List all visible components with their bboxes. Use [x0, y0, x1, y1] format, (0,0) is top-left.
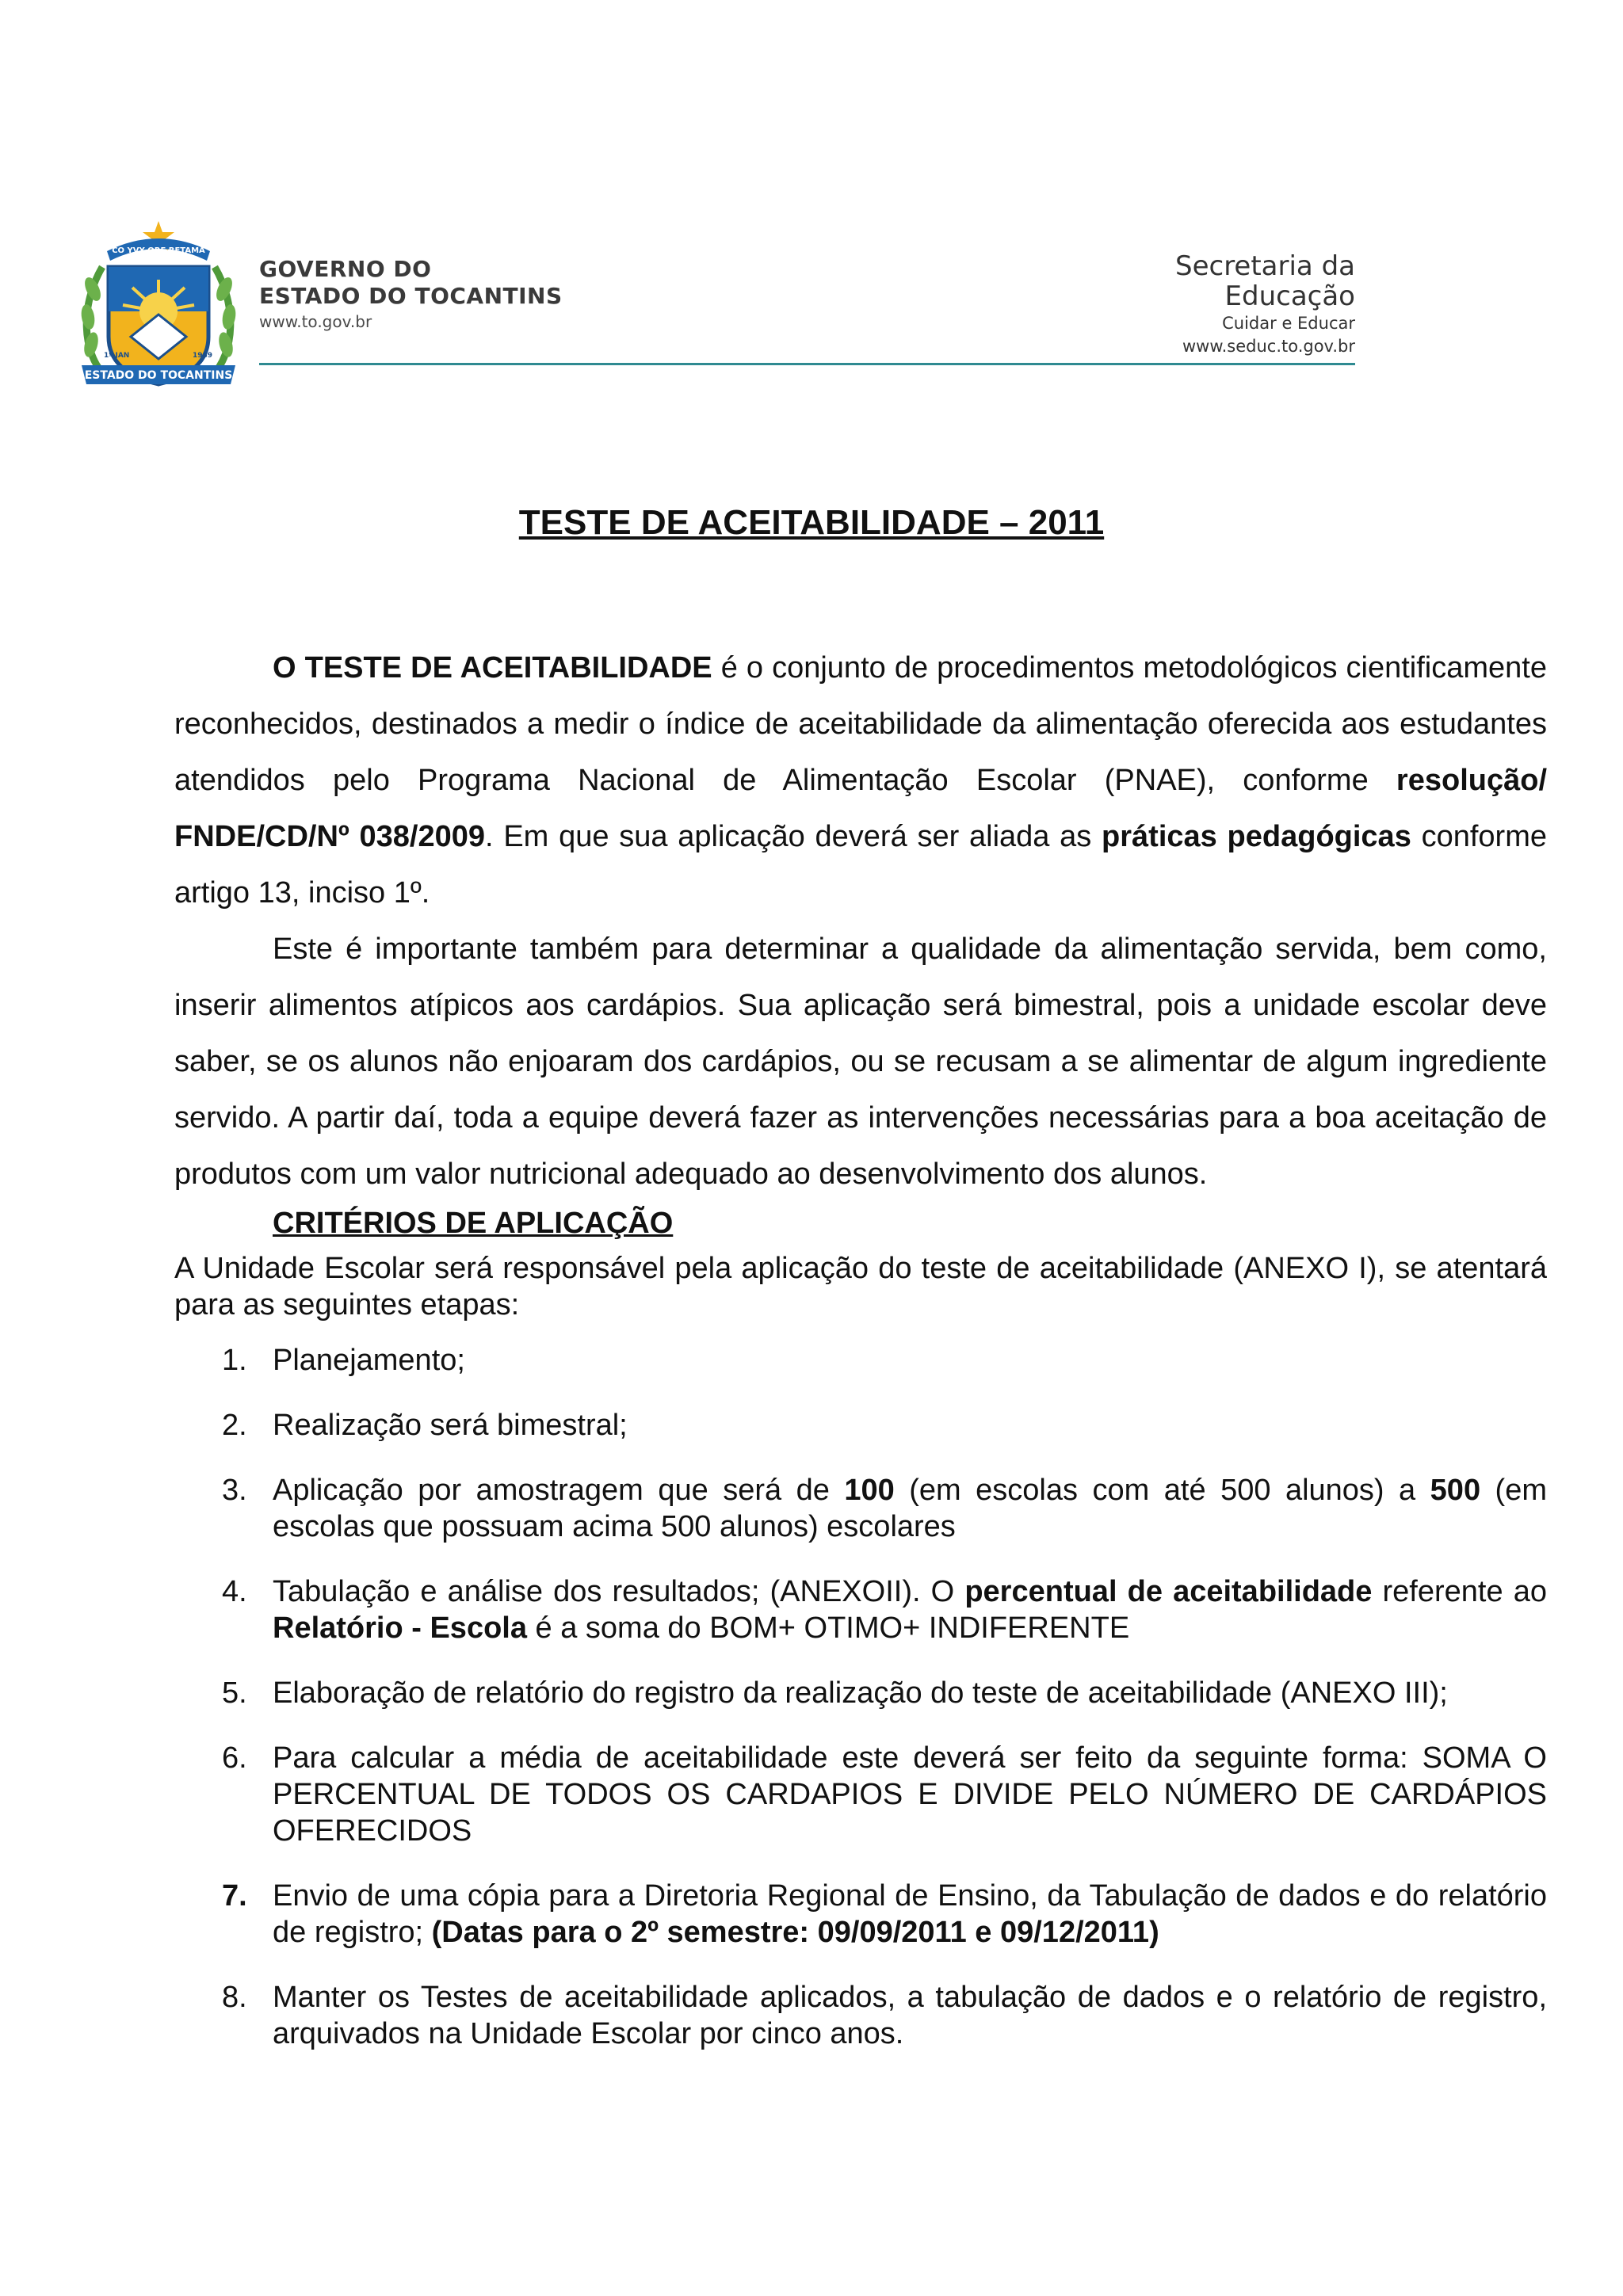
government-name-block: [259, 256, 563, 334]
pedagogical-practices: práticas pedagógicas: [1102, 820, 1411, 853]
list-item-number: 8.: [222, 1981, 247, 2014]
deadline-dates-bold: (Datas para o 2º semestre: 09/09/2011 e 09/12/2011): [431, 1916, 1159, 1949]
intro-text-b: . Em que sua aplicação deverá ser aliada as: [485, 820, 1102, 853]
header-divider: [259, 363, 1355, 365]
steps-list: [174, 1342, 1547, 2052]
sample-min-bold: 100: [844, 1474, 895, 1507]
list-item-text: é a soma do BOM+ OTIMO+ INDIFERENTE: [526, 1611, 1130, 1645]
seal-top-ribbon-text: CO YVY ORE RETAMA: [112, 246, 205, 255]
list-item-text: Realização será bimestral;: [273, 1409, 628, 1442]
list-item-number: 7.: [222, 1879, 247, 1913]
list-item-number: 2.: [222, 1409, 247, 1442]
seal-date-left: 1º JAN: [104, 352, 130, 360]
government-url: www.to.gov.br: [259, 312, 372, 331]
document-title: TESTE DE ACEITABILIDADE – 2011: [518, 503, 1105, 542]
intro-paragraph: [174, 640, 1547, 921]
list-item: [174, 1878, 1547, 1951]
list-item-text: Envio de uma cópia para a Diretoria Regional de Ensino, da Tabulação de dados e do relatório de registro;: [273, 1879, 1547, 1949]
secretariat-name-line1: Secretaria da: [1175, 250, 1355, 282]
list-item: [174, 1675, 1547, 1711]
secretariat-block: [1175, 251, 1355, 357]
list-item-number: 1.: [222, 1344, 247, 1377]
intro-text-c: conforme artigo 13, inciso 1º.: [174, 820, 1547, 910]
list-item-text: Para calcular a média de aceitabilidade este deverá ser feito da seguinte forma: SOMA O PERCENTUAL DE TODOS OS CARDAPIOS E DIVIDE PELO NÚMERO DE CARDÁPIOS OFERECIDOS: [273, 1741, 1547, 1848]
list-item-text: Aplicação por amostragem que será de: [273, 1474, 845, 1507]
government-name-line1: GOVERNO DO: [259, 256, 432, 282]
secretariat-slogan: Cuidar e Educar: [1222, 314, 1355, 333]
list-item-text: Elaboração de relatório do registro da realização do teste de aceitabilidade (ANEXO III);: [273, 1676, 1448, 1710]
document-body: [174, 640, 1547, 2081]
state-seal-logo: [75, 218, 242, 408]
letterhead: [75, 218, 1355, 408]
list-item: [174, 1342, 1547, 1379]
list-item-text: (em escolas que possuam acima 500 alunos) escolares: [273, 1474, 1547, 1543]
list-item-number: 6.: [222, 1741, 247, 1775]
list-item: [174, 1573, 1547, 1646]
secretariat-url: www.seduc.to.gov.br: [1182, 337, 1355, 356]
seal-date-right: 1989: [193, 352, 213, 360]
government-name-line2: ESTADO DO TOCANTINS: [259, 283, 563, 309]
list-item-number: 5.: [222, 1676, 247, 1710]
acceptability-percentage-bold: percentual de aceitabilidade: [964, 1575, 1373, 1608]
list-item: [174, 1407, 1547, 1444]
list-item: [174, 1472, 1547, 1545]
importance-paragraph: Este é importante também para determinar a qualidade da alimentação servida, bem como, inserir alimentos atípicos aos cardápios. Sua aplicação será bimestral, pois a unidade escolar deve saber, se os alunos não enjoaram dos cardápios, ou se recusam a se alimentar de algum ingrediente servido. A partir daí, toda a equipe deverá fazer as intervenções necessárias para a boa aceitação de produtos com um valor nutricional adequado ao desenvolvimento dos alunos.: [174, 933, 1547, 1191]
sample-max-bold: 500: [1430, 1474, 1481, 1507]
list-item-text: Manter os Testes de aceitabilidade aplicados, a tabulação de dados e o relatório de registro, arquivados na Unidade Escolar por cinco anos.: [273, 1981, 1547, 2050]
resolution-reference: resolução/ FNDE/CD/Nº 038/2009: [174, 764, 1547, 853]
secretariat-name-line2: Educação: [1224, 280, 1355, 312]
intro-lead-bold: O TESTE DE ACEITABILIDADE: [273, 651, 712, 685]
criteria-intro: A Unidade Escolar será responsável pela aplicação do teste de aceitabilidade (ANEXO I), se atentará para as seguintes etapas:: [174, 1252, 1547, 1322]
list-item-number: 3.: [222, 1474, 247, 1507]
list-item-text: Planejamento;: [273, 1344, 465, 1377]
list-item-text: Tabulação e análise dos resultados; (ANEXOII). O: [273, 1575, 965, 1608]
intro-text-a: é o conjunto de procedimentos metodológicos cientificamente reconhecidos, destinados a medir o índice de aceitabilidade da alimentação oferecida aos estudantes atendidos pelo Programa Nacional de Alimentação Escolar (PNAE), conforme: [174, 651, 1547, 797]
list-item: [174, 1740, 1547, 1849]
list-item-text: referente ao: [1372, 1575, 1547, 1608]
seal-bottom-ribbon-text: ESTADO DO TOCANTINS: [84, 369, 233, 382]
list-item-number: 4.: [222, 1575, 247, 1608]
list-item-text: (em escolas com até 500 alunos) a: [894, 1474, 1430, 1507]
list-item: [174, 1979, 1547, 2052]
criteria-heading: CRITÉRIOS DE APLICAÇÃO: [273, 1207, 674, 1240]
school-report-bold: Relatório - Escola: [273, 1611, 527, 1645]
